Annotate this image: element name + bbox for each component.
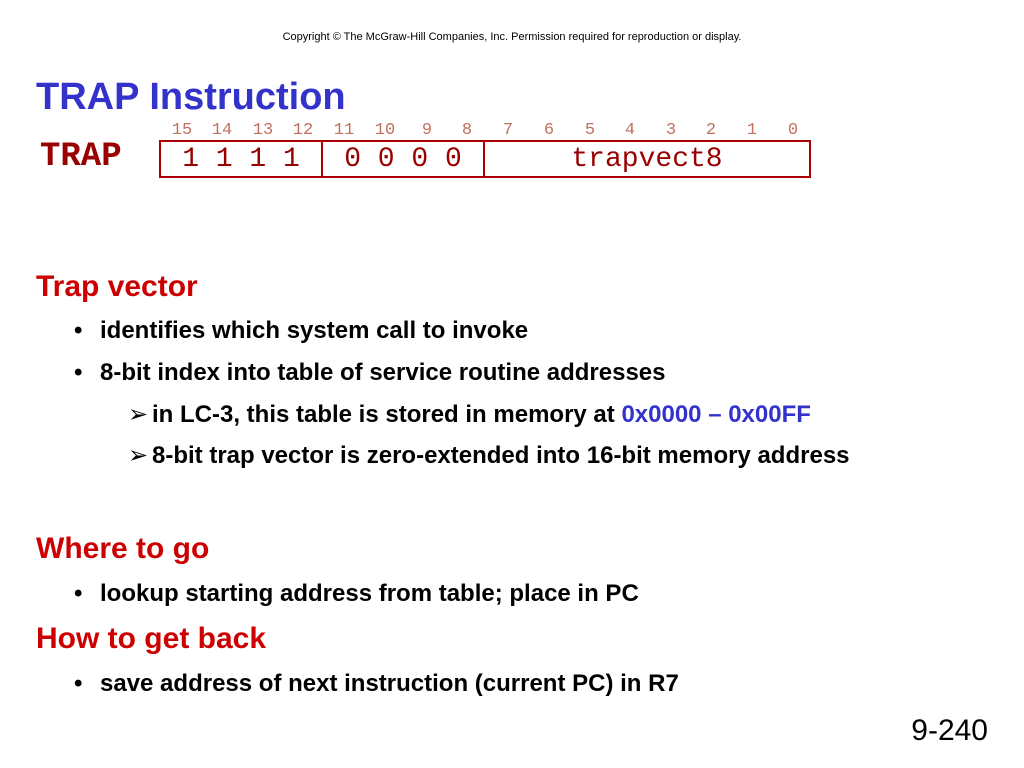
bullet-text: identifies which system call to invoke <box>100 317 529 344</box>
opcode-field: 1 1 1 1 <box>161 142 323 176</box>
instruction-format-box <box>159 140 811 178</box>
page-number: 9-240 <box>911 714 988 747</box>
bit-number-7: 7 <box>502 121 514 140</box>
heading-how-to-get-back: How to get back <box>36 622 267 655</box>
bit-number-14: 14 <box>211 121 233 140</box>
bullet-lookup-address <box>74 580 639 608</box>
bullet-dot: • <box>74 580 83 607</box>
bullet-save-address <box>74 670 679 698</box>
copyright-notice: Copyright © The McGraw-Hill Companies, Inc. Permission required for reproduction or display. <box>282 31 742 43</box>
bit-number-13: 13 <box>252 121 274 140</box>
bullet-8bit-index <box>74 359 666 387</box>
bullet-dot: • <box>74 670 83 697</box>
arrow-bullet-icon: ➢ <box>128 401 149 428</box>
memory-range: 0x0000 – 0x00FF <box>621 401 811 428</box>
bullet-text: save address of next instruction (current PC) in R7 <box>100 670 679 697</box>
heading-trap-vector: Trap vector <box>36 270 198 303</box>
bullet-text: 8-bit index into table of service routine addresses <box>100 359 666 386</box>
bit-number-row <box>0 121 1024 141</box>
slide-title: TRAP Instruction <box>36 76 346 118</box>
bit-number-10: 10 <box>374 121 396 140</box>
bit-number-4: 4 <box>624 121 636 140</box>
subbullet-text: 8-bit trap vector is zero-extended into 16-bit memory address <box>152 442 850 469</box>
bullet-dot: • <box>74 359 83 386</box>
bit-number-9: 9 <box>421 121 433 140</box>
subbullet-text: in LC-3, this table is stored in memory at <box>152 401 622 428</box>
trap-mnemonic: TRAP <box>40 138 122 176</box>
bit-number-12: 12 <box>292 121 314 140</box>
zeros-field: 0 0 0 0 <box>323 142 485 176</box>
bit-number-5: 5 <box>584 121 596 140</box>
subbullet-table-location <box>128 400 811 429</box>
bit-number-8: 8 <box>461 121 473 140</box>
bullet-dot: • <box>74 317 83 344</box>
heading-where-to-go: Where to go <box>36 532 210 565</box>
subbullet-zero-extended <box>128 441 850 470</box>
bit-number-15: 15 <box>171 121 193 140</box>
bit-number-11: 11 <box>333 121 355 140</box>
bit-number-2: 2 <box>705 121 717 140</box>
trapvect8-field: trapvect8 <box>571 143 723 175</box>
bullet-text: lookup starting address from table; place in PC <box>100 580 639 607</box>
bit-number-3: 3 <box>665 121 677 140</box>
bit-number-1: 1 <box>746 121 758 140</box>
bullet-identifies-system-call <box>74 317 528 345</box>
bit-number-6: 6 <box>543 121 555 140</box>
arrow-bullet-icon: ➢ <box>128 442 149 469</box>
bit-number-0: 0 <box>787 121 799 140</box>
